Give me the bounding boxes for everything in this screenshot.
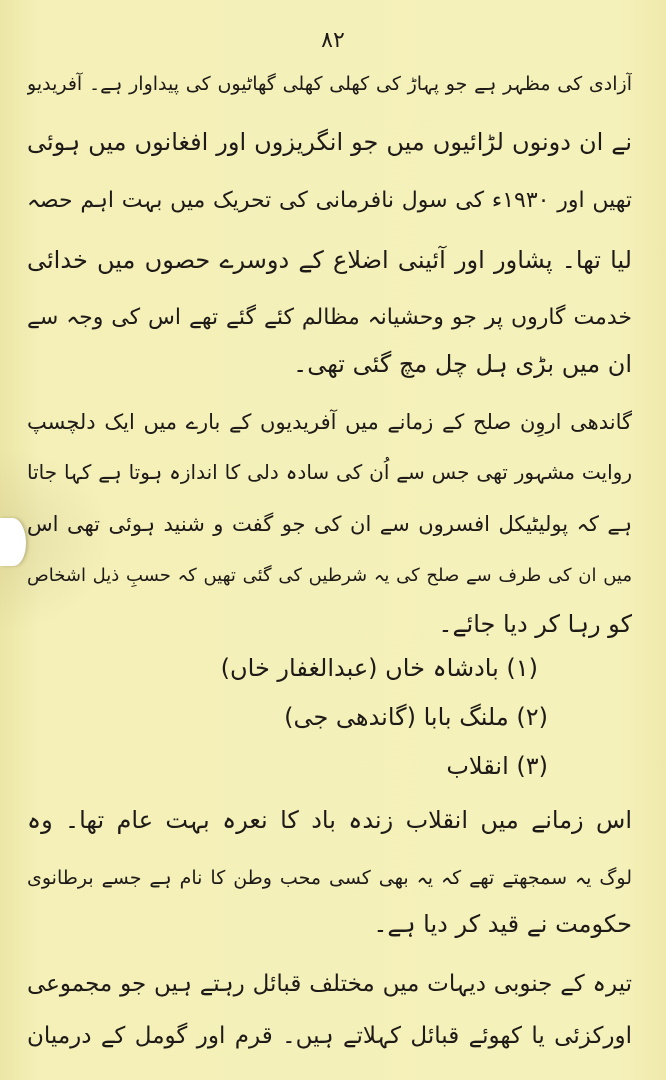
text-line: کو رہا کر دیا جائے۔ xyxy=(438,610,632,638)
list-item: (۱) بادشاہ خاں (عبدالغفار خاں) xyxy=(220,654,538,682)
torn-paper-edge xyxy=(0,518,26,566)
page-number: ۸۲ xyxy=(321,28,345,53)
text-line: لیا تھا۔ پشاور اور آئینی اضلاع کے دوسرے حصوں میں خدائی xyxy=(27,246,632,274)
list-item: (۳) انقلاب xyxy=(446,752,548,780)
text-line: ان میں بڑی ہل چل مچ گئی تھی۔ xyxy=(293,350,632,378)
text-line: اس زمانے میں انقلاب زندہ باد کا نعرہ بہت عام تھا۔ وہ xyxy=(27,806,632,834)
text-line: اورکزئی یا کھوئے قبائل کہلاتے ہیں۔ قرم اور گومل کے درمیان xyxy=(27,1023,632,1049)
text-line: ہے کہ پولیٹیکل افسروں سے ان کی جو گفت و شنید ہوئی تھی اس xyxy=(27,512,632,536)
text-line: حکومت نے قید کر دیا ہے۔ xyxy=(373,910,632,938)
text-line: خدمت گاروں پر جو وحشیانہ مظالم کئے گئے تھے اس کی وجہ سے xyxy=(27,305,632,330)
text-line: گاندھی اروِن صلح کے زمانے میں آفریدیوں کے بارے میں ایک دلچسپ xyxy=(27,410,632,434)
text-line: نے ان دونوں لڑائیوں میں جو انگریزوں اور افغانوں میں ہوئی xyxy=(27,128,632,156)
text-line: لوگ یہ سمجھتے تھے کہ یہ بھی کسی محب وطن کا نام ہے جسے برطانوی xyxy=(27,867,632,889)
text-line: آزادی کی مظہر ہے جو پہاڑ کی کھلی کھلی گھاٹیوں کی پیداوار ہے۔ آفریدیو xyxy=(27,73,632,95)
text-line: تھیں اور ۱۹۳۰ء کی سول نافرمانی کی تحریک میں بہت اہم حصہ xyxy=(27,188,632,213)
text-line: میں ان کی طرف سے صلح کی یہ شرطیں کی گئی تھیں کہ حسبِ ذیل اشخاص xyxy=(27,565,632,586)
text-line: روایت مشہور تھی جس سے اُن کی سادہ دلی کا اندازہ ہوتا ہے کہا جاتا xyxy=(27,460,632,484)
list-item: (۲) ملنگ بابا (گاندھی جی) xyxy=(284,703,548,731)
text-line: تیرہ کے جنوبی دیہات میں مختلف قبائل رہتے ہیں جو مجموعی xyxy=(27,971,632,997)
